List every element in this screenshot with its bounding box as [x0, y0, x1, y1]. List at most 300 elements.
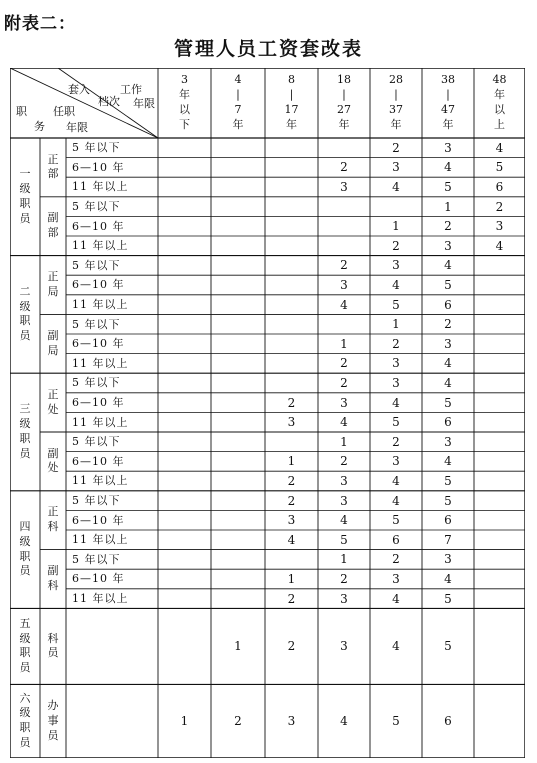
salary-grade-cell: [265, 275, 318, 295]
salary-grade-cell: 5: [392, 714, 400, 729]
salary-grade-cell: [158, 158, 211, 178]
glyph: 级: [19, 299, 31, 313]
salary-grade-cell: [474, 491, 525, 511]
tenure-label: 5 年以下: [72, 258, 121, 272]
salary-grade-cell: 5: [444, 277, 452, 292]
salary-grade-cell: [211, 393, 265, 413]
salary-grade-cell: [265, 197, 318, 217]
salary-grade-cell: [474, 550, 525, 570]
salary-grade-cell: [265, 138, 318, 158]
salary-grade-cell: [158, 491, 211, 511]
salary-grade-cell: [474, 530, 525, 550]
salary-grade-cell: [158, 550, 211, 570]
corner-wu: 务: [34, 120, 45, 133]
salary-grade-cell: [474, 569, 525, 589]
salary-grade-cell: 2: [287, 395, 296, 410]
salary-grade-cell: [265, 314, 318, 334]
glyph: 四: [19, 519, 31, 533]
salary-grade-cell: 5: [444, 493, 452, 508]
header-work-years-4: [318, 70, 370, 136]
salary-grade-cell: [158, 275, 211, 295]
tenure-label: 5 年以下: [72, 141, 121, 155]
salary-grade-cell: [474, 432, 525, 452]
salary-grade-cell: 2: [392, 238, 400, 253]
tenure-label: 6—10 年: [72, 396, 125, 410]
salary-grade-cell: [211, 197, 265, 217]
glyph: 科: [47, 631, 59, 645]
glyph: 事: [47, 713, 59, 727]
salary-grade-cell: 4: [340, 513, 348, 528]
salary-grade-cell: 2: [340, 258, 348, 273]
salary-grade-cell: 3: [495, 219, 504, 234]
glyph: 4: [234, 73, 242, 87]
glyph: 部: [47, 226, 59, 240]
tenure-label: 5 年以下: [72, 435, 121, 449]
salary-grade-cell: [158, 236, 211, 256]
header-work-years-6: [422, 70, 474, 136]
glyph: 职: [19, 549, 31, 563]
salary-grade-cell: [265, 550, 318, 570]
glyph: 职: [19, 196, 31, 210]
header-work-years-2: [211, 70, 265, 136]
salary-grade-cell: [265, 236, 318, 256]
salary-grade-cell: [211, 373, 265, 393]
glyph: 以: [494, 103, 505, 116]
salary-grade-cell: [265, 158, 318, 178]
glyph: |: [446, 88, 450, 102]
salary-grade-cell: [211, 530, 265, 550]
salary-grade-cell: 4: [340, 415, 348, 430]
level-2-rank-1: [40, 256, 66, 315]
glyph: 职: [19, 431, 31, 445]
tenure-label: 6—10 年: [72, 337, 125, 351]
salary-grade-cell: [474, 589, 525, 609]
salary-grade-cell: 4: [444, 454, 452, 469]
salary-grade-cell: 2: [392, 552, 400, 567]
salary-grade-cell: 3: [287, 415, 296, 430]
corner-nian-xian-top: 年限: [133, 97, 155, 110]
level-2-name: [10, 256, 40, 374]
salary-grade-cell: [265, 177, 318, 197]
glyph: 正: [47, 270, 59, 284]
glyph: 28: [389, 73, 403, 87]
salary-grade-cell: 4: [392, 591, 400, 606]
level-4-name: [10, 491, 40, 609]
glyph: 年: [286, 117, 297, 131]
tenure-label: 11 年以上: [72, 239, 129, 253]
corner-tao-ru: 套入: [68, 83, 90, 96]
tenure-label: 5 年以下: [72, 200, 121, 214]
salary-grade-cell: 3: [392, 454, 400, 469]
salary-grade-cell: 4: [340, 714, 348, 729]
salary-grade-cell: 3: [392, 356, 400, 371]
salary-grade-cell: [265, 373, 318, 393]
glyph: 员: [19, 736, 31, 750]
salary-grade-cell: 2: [444, 219, 452, 234]
salary-grade-cell: [211, 569, 265, 589]
salary-grade-cell: [211, 334, 265, 354]
salary-grade-cell: [474, 354, 525, 374]
salary-grade-cell: [265, 256, 318, 276]
glyph: 副: [47, 328, 59, 342]
salary-grade-cell: 1: [287, 454, 296, 469]
salary-grade-cell: 2: [234, 714, 242, 729]
salary-grade-cell: 3: [340, 591, 348, 606]
salary-grade-cell: [211, 138, 265, 158]
level-1-rank-1: [40, 138, 66, 197]
level-5-rank: [40, 608, 66, 684]
salary-grade-cell: [474, 452, 525, 472]
salary-grade-cell: 2: [392, 140, 400, 155]
salary-grade-cell: [265, 295, 318, 315]
glyph: 18: [337, 73, 351, 87]
salary-grade-cell: 1: [392, 219, 400, 234]
tenure-label: 11 年以上: [72, 298, 129, 312]
salary-grade-cell: [211, 550, 265, 570]
header-work-years-7: [474, 70, 525, 136]
salary-grade-cell: [370, 197, 422, 217]
salary-grade-cell: [158, 354, 211, 374]
glyph: 级: [19, 181, 31, 195]
glyph: 17: [284, 103, 299, 116]
level-3-name: [10, 373, 40, 491]
salary-grade-cell: 4: [444, 356, 452, 371]
glyph: 副: [47, 446, 59, 460]
level-3-rank-1: [40, 373, 66, 432]
tenure-label: 6—10 年: [72, 513, 125, 527]
glyph: 7: [234, 103, 242, 116]
glyph: 科: [47, 520, 59, 534]
glyph: 三: [19, 402, 31, 416]
salary-grade-cell: 5: [444, 639, 452, 654]
salary-grade-cell: 3: [340, 277, 348, 292]
salary-grade-cell: 2: [340, 571, 348, 586]
glyph: 级: [19, 631, 31, 645]
salary-grade-cell: 3: [444, 238, 452, 253]
corner-nian-xian-bottom: 年限: [66, 121, 88, 134]
salary-grade-cell: [318, 138, 370, 158]
tenure-label: 5 年以下: [72, 552, 121, 566]
glyph: 级: [19, 534, 31, 548]
salary-grade-cell: [474, 393, 525, 413]
corner-zhi: 职: [16, 105, 27, 118]
tenure-label: 11 年以上: [72, 533, 129, 547]
salary-grade-cell: 5: [340, 532, 348, 547]
corner-gong-zuo: 工作: [120, 83, 142, 96]
glyph: 3: [181, 73, 188, 87]
glyph: 级: [19, 417, 31, 431]
glyph: 二: [19, 284, 31, 298]
salary-grade-cell: [158, 471, 211, 491]
tenure-label: 5 年以下: [72, 494, 121, 508]
salary-grade-cell: [474, 412, 525, 432]
salary-grade-cell: 2: [287, 591, 296, 606]
salary-grade-cell: [158, 452, 211, 472]
glyph: 局: [47, 284, 59, 298]
salary-grade-cell: 3: [287, 714, 296, 729]
salary-grade-cell: [211, 432, 265, 452]
salary-grade-cell: [211, 295, 265, 315]
glyph: 上: [494, 117, 505, 131]
salary-grade-cell: 3: [340, 473, 348, 488]
glyph: 正: [47, 387, 59, 401]
salary-grade-cell: [318, 197, 370, 217]
salary-grade-cell: 3: [340, 493, 348, 508]
level-5-name: [10, 608, 40, 684]
glyph: 员: [19, 661, 31, 675]
salary-grade-cell: [158, 412, 211, 432]
glyph: 下: [179, 117, 190, 131]
salary-grade-cell: 4: [444, 375, 452, 390]
salary-grade-cell: [318, 216, 370, 236]
glyph: 五: [19, 616, 31, 630]
tenure-label: 6—10 年: [72, 219, 125, 233]
salary-grade-cell: 3: [444, 336, 452, 351]
salary-grade-cell: [474, 471, 525, 491]
level-4-rank-1: [40, 491, 66, 550]
salary-grade-cell: 5: [444, 179, 452, 194]
salary-grade-cell: 2: [340, 356, 348, 371]
salary-grade-cell: 1: [392, 317, 400, 332]
glyph: 年: [179, 88, 190, 102]
salary-grade-cell: [158, 177, 211, 197]
salary-grade-cell: 1: [340, 336, 348, 351]
salary-grade-cell: 4: [495, 238, 504, 253]
salary-grade-cell: [158, 373, 211, 393]
tenure-label: 11 年以上: [72, 415, 129, 429]
salary-grade-cell: 3: [340, 179, 348, 194]
salary-grade-cell: 3: [340, 395, 348, 410]
salary-grade-cell: 3: [392, 258, 400, 273]
glyph: 27: [337, 103, 351, 116]
level-2-rank-2: [40, 314, 66, 373]
glyph: 副: [47, 564, 59, 578]
salary-grade-cell: [318, 236, 370, 256]
glyph: 职: [19, 646, 31, 660]
salary-grade-cell: 2: [392, 336, 400, 351]
salary-grade-cell: 4: [392, 473, 400, 488]
salary-grade-cell: [265, 334, 318, 354]
glyph: 局: [47, 343, 59, 357]
glyph: 一: [19, 167, 31, 181]
salary-grade-cell: 4: [495, 140, 504, 155]
glyph: 员: [19, 211, 31, 225]
salary-grade-cell: 4: [340, 297, 348, 312]
tenure-label: 6—10 年: [72, 160, 125, 174]
salary-grade-cell: 1: [234, 639, 242, 654]
level-1-rank-2: [40, 197, 66, 256]
salary-conversion-table: [10, 68, 525, 758]
salary-grade-cell: 1: [340, 434, 348, 449]
glyph: 员: [19, 329, 31, 343]
salary-grade-cell: 2: [340, 375, 348, 390]
salary-grade-cell: [474, 373, 525, 393]
salary-grade-cell: [158, 197, 211, 217]
salary-grade-cell: 5: [392, 513, 400, 528]
salary-grade-cell: [158, 510, 211, 530]
salary-grade-cell: 4: [392, 639, 400, 654]
salary-grade-cell: 2: [495, 199, 504, 214]
salary-grade-cell: 2: [340, 160, 348, 175]
tenure-label: 6—10 年: [72, 572, 125, 586]
salary-grade-cell: [211, 256, 265, 276]
salary-grade-cell: 2: [287, 639, 296, 654]
glyph: 级: [19, 706, 31, 720]
salary-grade-cell: 7: [444, 532, 452, 547]
salary-grade-cell: [211, 236, 265, 256]
tenure-label: 11 年以上: [72, 356, 129, 370]
salary-grade-cell: [158, 530, 211, 550]
salary-grade-cell: 2: [287, 493, 296, 508]
level-1-name: [10, 138, 40, 256]
glyph: 正: [47, 505, 59, 519]
tenure-label: 6—10 年: [72, 278, 125, 292]
salary-grade-cell: 6: [444, 714, 452, 729]
salary-grade-cell: [158, 314, 211, 334]
glyph: 正: [47, 152, 59, 166]
salary-grade-cell: 5: [444, 395, 452, 410]
salary-grade-cell: [211, 589, 265, 609]
glyph: 六: [19, 691, 31, 705]
salary-grade-cell: [158, 393, 211, 413]
glyph: 员: [47, 728, 59, 742]
level-6-rank: [40, 684, 66, 758]
tenure-label: 11 年以上: [72, 474, 129, 488]
header-work-years-3: [265, 70, 318, 136]
glyph: 年: [390, 117, 402, 131]
salary-grade-cell: [211, 452, 265, 472]
salary-grade-cell: [158, 138, 211, 158]
salary-grade-cell: 4: [444, 160, 452, 175]
salary-grade-cell: 2: [392, 434, 400, 449]
salary-grade-cell: 1: [180, 714, 189, 729]
appendix-label: 附表二：: [4, 14, 76, 34]
salary-grade-cell: 2: [444, 317, 452, 332]
salary-grade-cell: [158, 569, 211, 589]
salary-grade-cell: 2: [287, 473, 296, 488]
salary-grade-cell: 3: [392, 571, 400, 586]
tenure-label: 6—10 年: [72, 454, 125, 468]
salary-grade-cell: 5: [392, 297, 400, 312]
glyph: 38: [441, 73, 455, 87]
salary-grade-cell: 6: [444, 513, 452, 528]
salary-grade-cell: [474, 334, 525, 354]
glyph: 员: [19, 564, 31, 578]
salary-grade-cell: [158, 256, 211, 276]
salary-grade-cell: 3: [340, 639, 348, 654]
salary-grade-cell: [265, 216, 318, 236]
salary-grade-cell: 6: [392, 532, 400, 547]
salary-grade-cell: [211, 354, 265, 374]
tenure-label: 11 年以上: [72, 592, 129, 606]
salary-grade-cell: [158, 608, 211, 684]
salary-grade-cell: 1: [444, 199, 452, 214]
salary-grade-cell: [211, 158, 265, 178]
salary-grade-cell: [318, 314, 370, 334]
salary-grade-cell: [211, 510, 265, 530]
glyph: 47: [441, 103, 455, 116]
salary-grade-cell: 4: [392, 395, 400, 410]
salary-grade-cell: 3: [444, 140, 452, 155]
salary-grade-cell: [474, 275, 525, 295]
salary-grade-cell: [474, 510, 525, 530]
glyph: |: [236, 88, 240, 102]
glyph: |: [342, 88, 346, 102]
glyph: 员: [47, 646, 59, 660]
salary-grade-cell: 5: [495, 160, 504, 175]
glyph: 年: [494, 88, 505, 102]
tenure-label: 5 年以下: [72, 376, 121, 390]
salary-grade-cell: 5: [444, 473, 452, 488]
salary-grade-cell: [474, 684, 525, 758]
glyph: 处: [47, 461, 59, 475]
glyph: 以: [179, 103, 190, 116]
salary-grade-cell: [211, 412, 265, 432]
level-4-rank-2: [40, 550, 66, 609]
salary-grade-cell: [211, 314, 265, 334]
salary-grade-cell: [211, 471, 265, 491]
salary-grade-cell: [265, 432, 318, 452]
salary-grade-cell: [211, 216, 265, 236]
salary-grade-cell: 3: [444, 434, 452, 449]
salary-grade-cell: 5: [444, 591, 452, 606]
glyph: 员: [19, 446, 31, 460]
glyph: 37: [389, 103, 403, 116]
salary-grade-cell: [211, 275, 265, 295]
glyph: 职: [19, 721, 31, 735]
glyph: 职: [19, 314, 31, 328]
salary-grade-cell: [474, 314, 525, 334]
glyph: 处: [47, 402, 59, 416]
glyph: 部: [47, 167, 59, 181]
salary-grade-cell: [265, 354, 318, 374]
tenure-label: 5 年以下: [72, 317, 121, 331]
level-3-rank-2: [40, 432, 66, 491]
glyph: 年: [232, 117, 244, 131]
salary-grade-cell: 3: [392, 375, 400, 390]
salary-grade-cell: 3: [287, 513, 296, 528]
salary-grade-cell: [474, 295, 525, 315]
corner-dang-ci: 档次: [98, 95, 120, 108]
glyph: |: [289, 88, 294, 102]
salary-grade-cell: [158, 295, 211, 315]
glyph: 8: [288, 73, 295, 87]
salary-grade-cell: 4: [392, 277, 400, 292]
salary-grade-cell: 6: [495, 179, 504, 194]
level-6-name: [10, 684, 40, 758]
glyph: |: [394, 88, 398, 102]
glyph: 年: [442, 117, 454, 131]
salary-grade-cell: 4: [444, 571, 452, 586]
salary-grade-cell: [158, 334, 211, 354]
glyph: 48: [492, 73, 507, 87]
salary-grade-cell: [158, 216, 211, 236]
header-work-years-1: [158, 70, 211, 136]
salary-grade-cell: 4: [392, 179, 400, 194]
glyph: 科: [47, 578, 59, 592]
salary-grade-cell: [158, 589, 211, 609]
salary-grade-cell: [474, 608, 525, 684]
salary-grade-cell: 2: [340, 454, 348, 469]
salary-grade-cell: 6: [444, 415, 452, 430]
salary-grade-cell: 3: [392, 160, 400, 175]
tenure-label: 11 年以上: [72, 180, 129, 194]
document-title: 管理人员工资套改表: [173, 38, 363, 60]
salary-grade-cell: 4: [444, 258, 452, 273]
salary-grade-cell: 5: [392, 415, 400, 430]
salary-grade-cell: [474, 256, 525, 276]
glyph: 年: [338, 117, 350, 131]
